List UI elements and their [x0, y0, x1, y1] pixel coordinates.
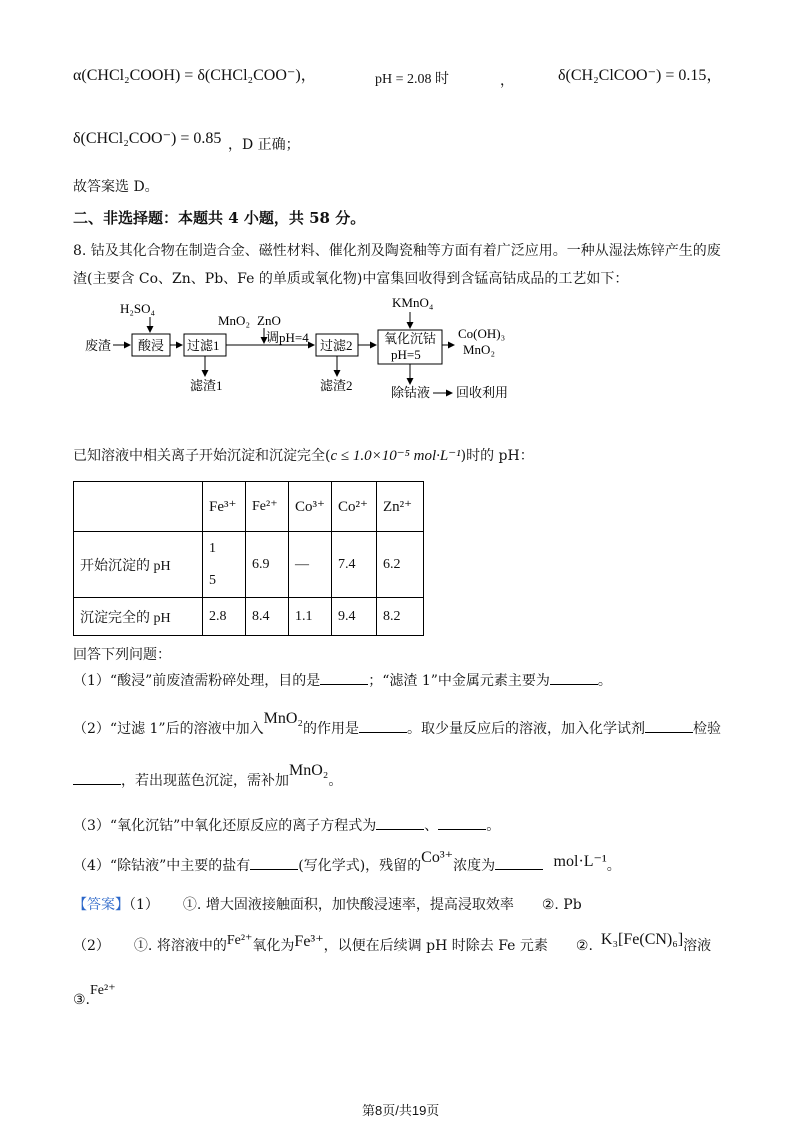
table-header-fe3: Fe³⁺ [203, 482, 246, 532]
answer-blank [250, 857, 298, 870]
flow-mno2: MnO₂ [218, 313, 250, 328]
flow-product-coh3: Co(OH)₃ [458, 326, 506, 341]
formula-alpha-delta: α(CHCl₂COOH) = δ(CHCl₂COO⁻)， [73, 67, 317, 84]
answer-blank [73, 772, 121, 785]
flow-residue1: 滤渣1 [190, 378, 223, 393]
answer-blank [376, 817, 424, 830]
q4-text-b: (写化学式)，残留的 [298, 858, 422, 874]
answer-blank [438, 817, 486, 830]
q2-text-e: ，若出现蓝色沉淀，需补加 [121, 773, 289, 789]
answer-line-1 [73, 894, 582, 914]
a2-fe3: Fe³⁺ [294, 933, 324, 950]
known-post: )时的 pH： [460, 448, 534, 464]
a2-part2: ②. [575, 938, 593, 954]
table-row [74, 598, 424, 636]
a1-num: （1） [129, 897, 159, 913]
table-cell: — [289, 532, 332, 598]
q1-text-a: （1）“酸浸”前废渣需粉碎处理，目的是 [73, 673, 321, 689]
table-cell: 7.4 [332, 532, 377, 598]
table-cell: 1.1 [289, 598, 332, 636]
q1-text-c: 。 [597, 673, 612, 689]
table-row-label: 开始沉淀的 pH [74, 532, 203, 598]
q2-text-d: 检验 [692, 721, 721, 737]
q1-text-b: ；“滤渣 1”中金属元素主要为 [368, 673, 550, 689]
q2-text-f: 。 [328, 773, 343, 789]
a3-fe2: Fe²⁺ [90, 983, 116, 998]
table-row-label: 沉淀完全的 pH [74, 598, 203, 636]
a2-part1a: ①. 将溶液中的 [133, 938, 227, 954]
answer-blank [359, 720, 407, 733]
question-4 [73, 849, 621, 875]
questions-intro: 回答下列问题： [73, 647, 171, 663]
flow-filter1: 过滤1 [187, 338, 220, 353]
formula-delta-chcl2: δ(CHCl₂COO⁻) = 0.85 [73, 130, 222, 147]
answer-blank [495, 857, 543, 870]
flow-residue2: 滤渣2 [320, 378, 353, 393]
flow-h2so4: H₂SO₄ [120, 301, 156, 316]
q2-mno2-again: MnO₂ [289, 762, 329, 779]
flow-feed: 废渣 [85, 338, 112, 353]
answer-blank [645, 720, 693, 733]
table-header-co2: Co²⁺ [332, 482, 377, 532]
q4-text-a: （4）“除钴液”中主要的盐有 [73, 858, 251, 874]
q4-text-d: 。 [606, 858, 621, 874]
question-8-line1: 8. 钴及其化合物在制造合金、磁性材料、催化剂及陶瓷釉等方面有着广泛应用。一种从湿法炼锌产生的废 [73, 243, 721, 259]
a2-part2b: 溶液 [683, 938, 712, 954]
flow-decobalt-liquid: 除钴液 [391, 385, 431, 400]
table-row [74, 532, 424, 598]
q3-text-c: 。 [486, 818, 501, 834]
q4-unit: mol·L⁻¹ [553, 853, 607, 870]
conclusion-text: ，D 正确； [228, 137, 300, 153]
precipitation-ph-table [73, 481, 424, 636]
question-2 [73, 710, 721, 738]
flow-acid-leach: 酸浸 [138, 338, 165, 353]
table-cell: 8.4 [246, 598, 289, 636]
table-header-zn2: Zn²⁺ [377, 482, 424, 532]
q4-text-c: 浓度为 [453, 858, 496, 874]
q2-text-b: 的作用是 [302, 721, 359, 737]
known-condition: c ≤ 1.0×10⁻⁵ mol·L⁻¹ [330, 448, 461, 464]
table-cell: 1 5 [203, 532, 246, 598]
q2-mno2: MnO₂ [263, 710, 303, 727]
page-number: 第8页/共19页 [362, 1103, 440, 1118]
flow-filter2: 过滤2 [320, 338, 353, 353]
a2-reagent: K₃[Fe(CN)₆] [600, 931, 684, 948]
table-cell: 8.2 [377, 598, 424, 636]
section-heading: 二、非选择题：本题共 4 小题，共 58 分。 [73, 209, 366, 227]
table-cell: 2.8 [203, 598, 246, 636]
answer-blank [320, 672, 368, 685]
table-header-fe2: Fe²⁺ [246, 482, 289, 532]
ph-condition: pH = 2.08 时 [375, 72, 450, 87]
question-2-cont [73, 762, 343, 790]
a2-part1b: 氧化为 [252, 938, 295, 954]
answer-tag: 【答案】 [73, 897, 129, 913]
answer-blank [550, 672, 598, 685]
q2-text-c: 。取少量反应后的溶液，加入化学试剂 [406, 721, 645, 737]
answer-choice: 故答案选 D。 [73, 179, 159, 195]
a2-fe2: Fe²⁺ [226, 933, 253, 948]
known-pre: 已知溶液中相关离子开始沉淀和沉淀完全( [73, 448, 331, 464]
question-1 [73, 670, 612, 690]
table-header-co3: Co³⁺ [289, 482, 332, 532]
table-cell: 6.2 [377, 532, 424, 598]
q3-text-a: （3）“氧化沉钴”中氧化还原反应的离子方程式为 [73, 818, 377, 834]
a2-num: （2） [73, 938, 110, 954]
table-cell: 9.4 [332, 598, 377, 636]
process-flow-diagram [80, 290, 540, 405]
flow-zno: ZnO [257, 313, 281, 328]
known-text [73, 445, 534, 465]
flow-kmno4: KMnO₄ [392, 295, 434, 310]
answer-line-2 [73, 931, 712, 955]
question-8-line2: 渣(主要含 Co、Zn、Pb、Fe 的单质或氧化物)中富集回收得到含锰高钴成品的工艺如下： [73, 271, 629, 287]
flow-oxidation-2: pH=5 [391, 347, 421, 362]
a1-part1: ①. 增大固液接触面积，加快酸浸速率，提高浸取效率 [182, 897, 514, 913]
flow-recycle: 回收利用 [456, 385, 509, 400]
table-header-corner [74, 482, 203, 532]
comma: ， [500, 73, 514, 89]
flow-product-mno2: MnO₂ [463, 342, 495, 357]
a1-part2: ②. Pb [541, 897, 582, 913]
question-3 [73, 815, 500, 835]
table-cell: 6.9 [246, 532, 289, 598]
q4-co3: Co³⁺ [421, 849, 454, 866]
flow-oxidation-1: 氧化沉钴 [384, 331, 437, 346]
flow-ph4: 调pH=4 [266, 330, 309, 345]
q2-text-a: （2）“过滤 1”后的溶液中加入 [73, 721, 264, 737]
formula-delta-ch2cl: δ(CH₂ClCOO⁻) = 0.15， [558, 67, 723, 84]
a3-num: ③. [73, 992, 91, 1008]
a2-part1c: ，以便在后续调 pH 时除去 Fe 元素 [323, 938, 548, 954]
q3-text-b: 、 [424, 818, 439, 834]
answer-line-3 [73, 983, 116, 1009]
